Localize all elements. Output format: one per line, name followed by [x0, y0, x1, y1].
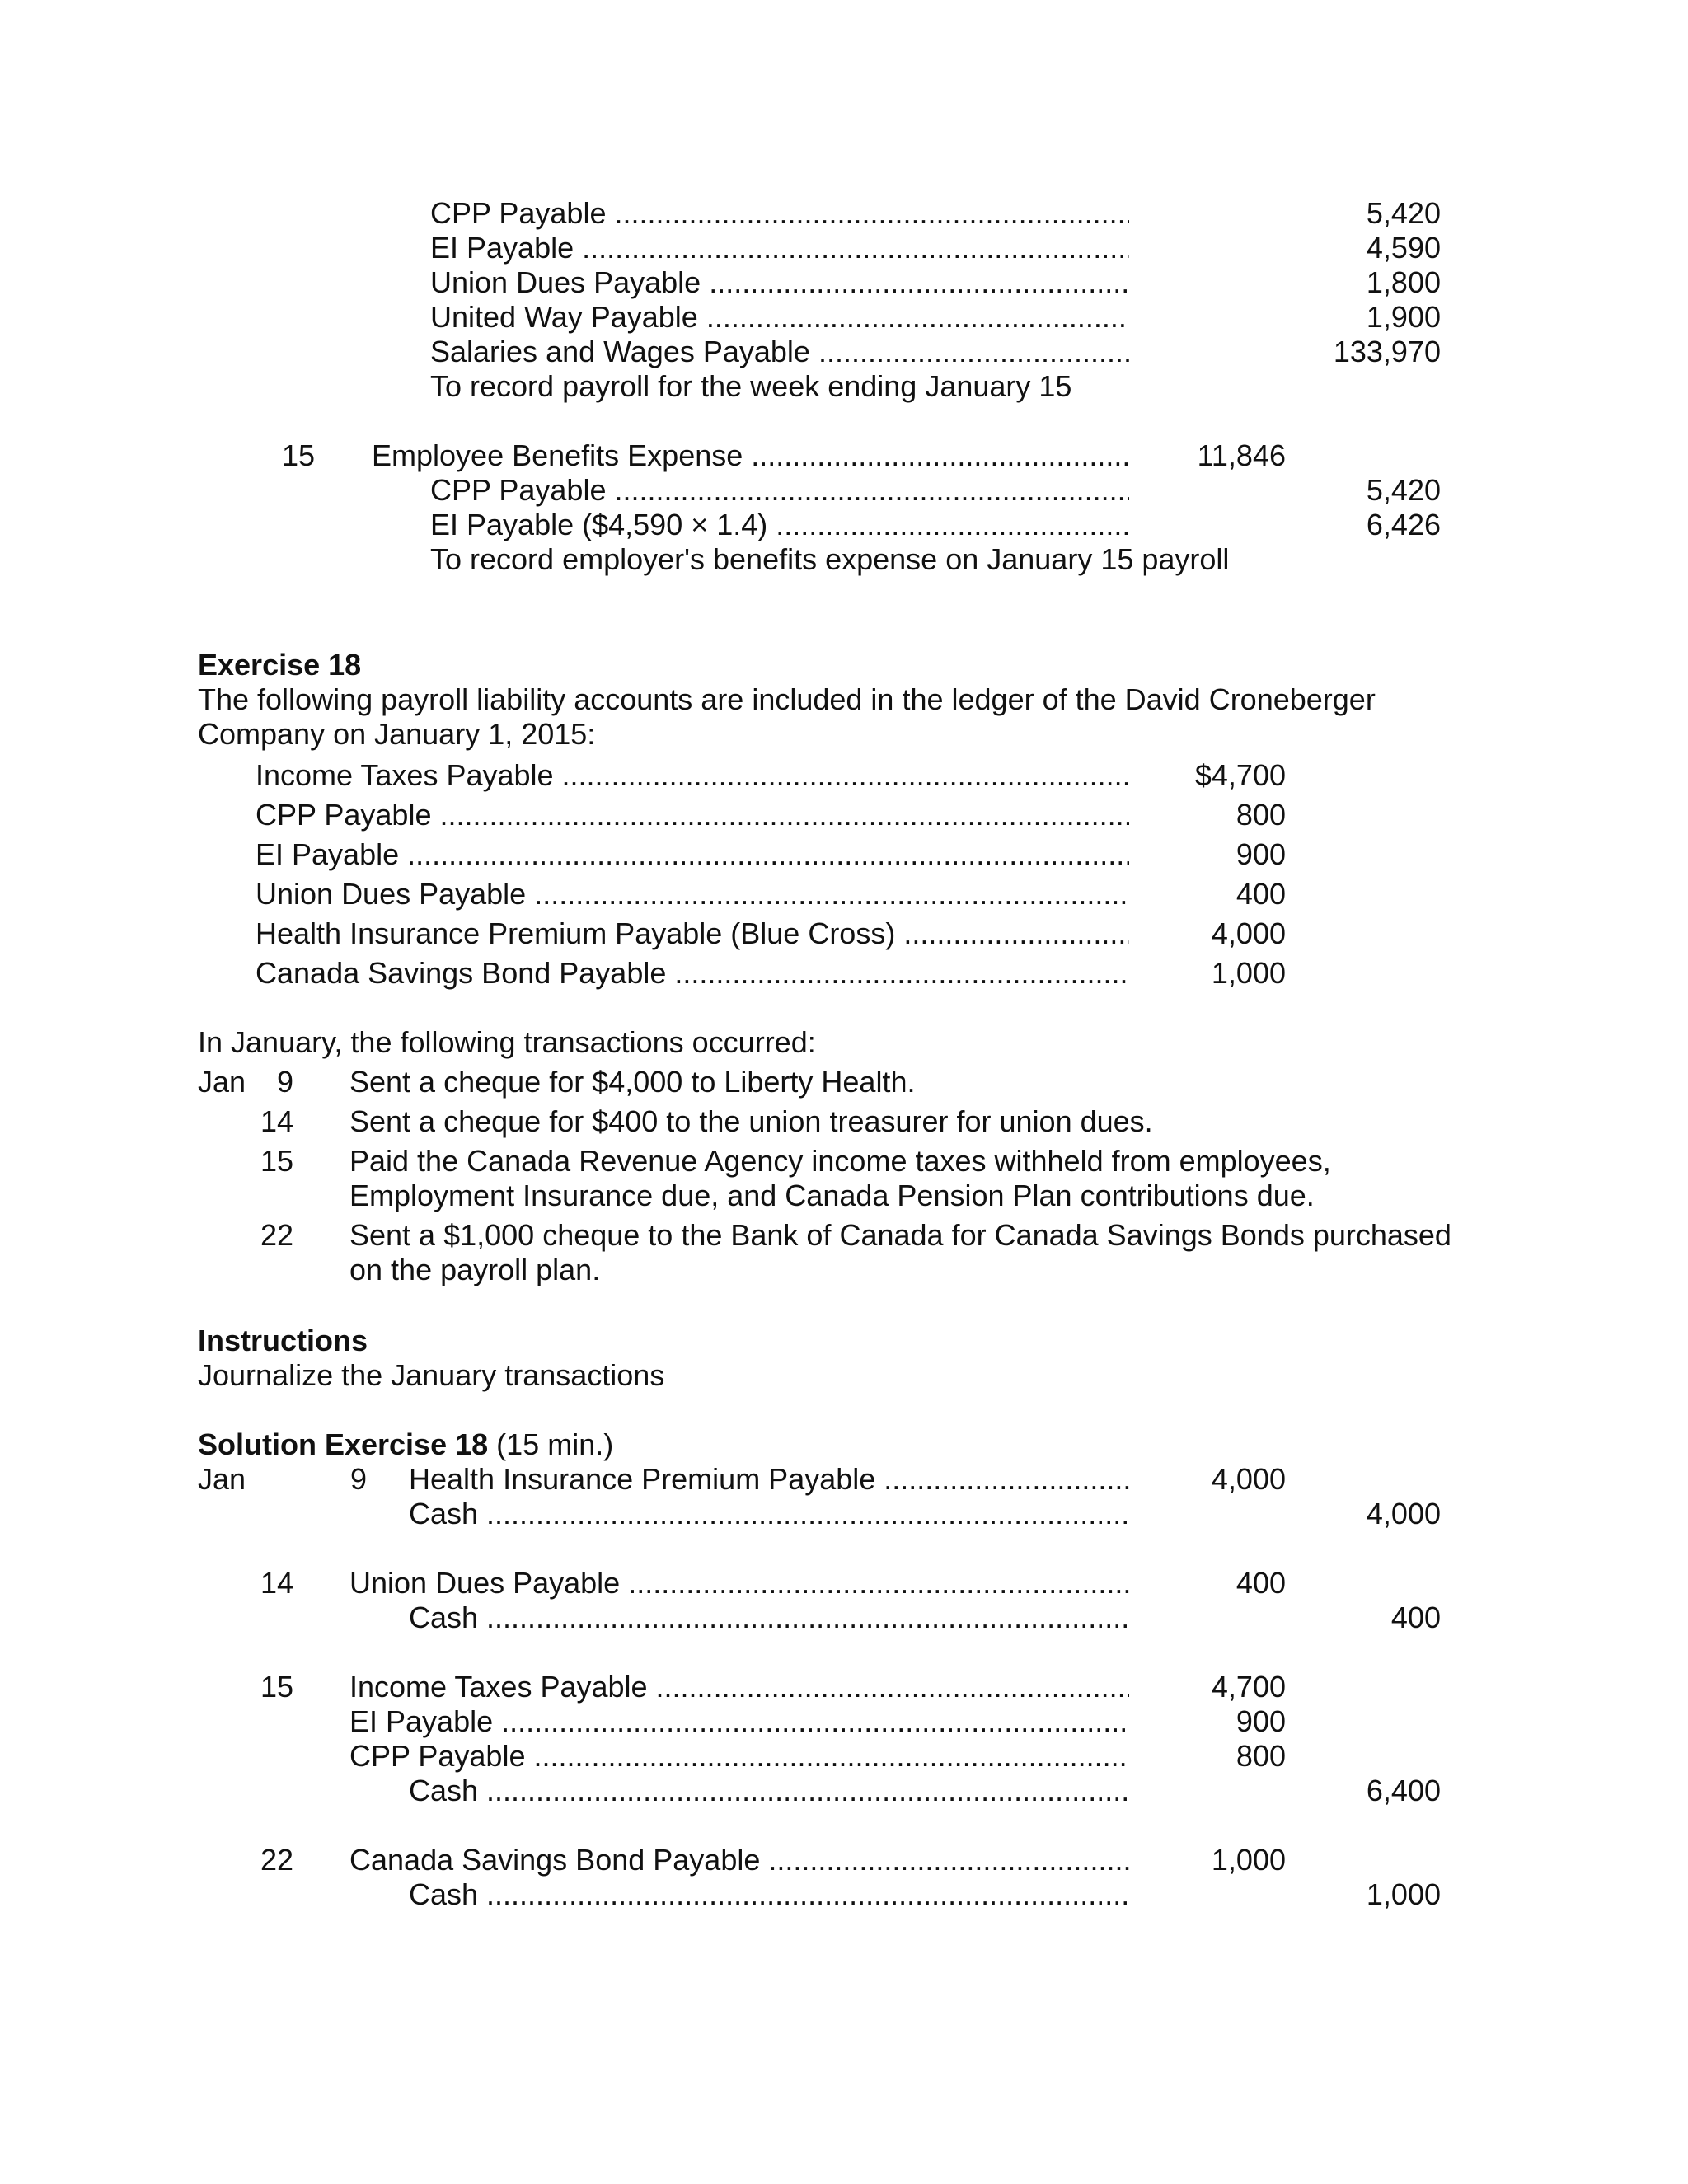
transaction-text: Paid the Canada Revenue Agency income taxes withheld from employees,	[349, 1144, 1331, 1178]
solution-month: Jan	[198, 1462, 246, 1496]
instructions-text: Journalize the January transactions	[198, 1358, 665, 1392]
ledger-account-amount: 900	[1236, 837, 1286, 871]
ledger-account-name: Health Insurance Premium Payable (Blue Cross) .....	[256, 916, 1129, 951]
journal-credit-account: Cash .....	[409, 1877, 1129, 1912]
journal-memo: To record employer's benefits expense on January 15 payroll	[430, 542, 1230, 576]
journal-day: 9	[350, 1462, 368, 1496]
journal-line-credit: 1,900	[1366, 300, 1441, 334]
journal-day: 15	[260, 1670, 293, 1704]
journal-line-credit: 133,970	[1333, 335, 1441, 368]
journal-line-account: EI Payable ($4,590 × 1.4) .....	[430, 508, 1129, 542]
exercise-heading: Exercise 18	[198, 648, 362, 682]
ledger-account-amount: 4,000	[1211, 916, 1286, 950]
journal-line-account: CPP Payable .....	[430, 473, 1129, 508]
ledger-account-amount: 400	[1236, 877, 1286, 911]
journal-credit-account: Cash .....	[409, 1601, 1129, 1635]
journal-line-credit: 5,420	[1366, 196, 1441, 230]
journal-credit-account: Cash .....	[409, 1497, 1129, 1531]
journal-debit-account: Income Taxes Payable .....	[349, 1670, 1129, 1704]
ledger-account-name: CPP Payable .....	[256, 798, 1129, 832]
journal-debit-account: Health Insurance Premium Payable .....	[409, 1462, 1129, 1497]
journal-line-credit: 6,426	[1366, 508, 1441, 541]
ledger-account-amount: 800	[1236, 798, 1286, 832]
journal-debit-amount: 4,700	[1211, 1670, 1286, 1704]
journal-debit-amount: 1,000	[1211, 1843, 1286, 1877]
solution-time: (15 min.)	[496, 1427, 614, 1461]
journal-line-account: Salaries and Wages Payable .....	[430, 335, 1129, 369]
exercise-intro: Company on January 1, 2015:	[198, 717, 596, 751]
transaction-text: Employment Insurance due, and Canada Pension Plan contributions due.	[349, 1179, 1315, 1212]
journal-debit-account: Canada Savings Bond Payable .....	[349, 1843, 1129, 1877]
journal-debit-account: Union Dues Payable .....	[349, 1566, 1129, 1601]
journal-line-account: United Way Payable .....	[430, 300, 1129, 335]
ledger-account-name: Union Dues Payable .....	[256, 877, 1129, 912]
journal-day: 15	[282, 438, 316, 472]
ledger-account-amount: $4,700	[1194, 758, 1286, 792]
ledger-account-name: EI Payable .....	[256, 837, 1129, 872]
journal-day: 22	[260, 1843, 293, 1877]
journal-credit-amount: 400	[1390, 1601, 1441, 1634]
transaction-day: 15	[260, 1144, 293, 1178]
transaction-day: 22	[260, 1218, 293, 1252]
ledger-account-amount: 1,000	[1211, 956, 1286, 990]
exercise-intro: The following payroll liability accounts are included in the ledger of the David Croneberger	[198, 682, 1376, 716]
journal-credit-amount: 1,000	[1366, 1877, 1441, 1911]
solution-heading: Solution Exercise 18	[198, 1427, 489, 1461]
journal-line-credit: 4,590	[1366, 231, 1441, 265]
transaction-month: Jan	[198, 1065, 246, 1099]
journal-debit-amount: 400	[1236, 1566, 1286, 1600]
journal-memo: To record payroll for the week ending January 15	[430, 369, 1072, 403]
transaction-day: 9	[276, 1065, 293, 1099]
transaction-text: Sent a $1,000 cheque to the Bank of Canada for Canada Savings Bonds purchased	[349, 1218, 1451, 1252]
transaction-day: 14	[260, 1104, 293, 1138]
transaction-text: Sent a cheque for $4,000 to Liberty Health.	[349, 1065, 916, 1099]
journal-debit-amount: 800	[1236, 1739, 1286, 1773]
journal-line-credit: 5,420	[1366, 473, 1441, 507]
ledger-account-name: Canada Savings Bond Payable .....	[256, 956, 1129, 991]
instructions-heading: Instructions	[198, 1324, 368, 1357]
journal-debit-amount: 4,000	[1211, 1462, 1286, 1496]
journal-debit-account: CPP Payable .....	[349, 1739, 1129, 1774]
journal-line-account: Union Dues Payable .....	[430, 265, 1129, 300]
solution-heading-line	[198, 1427, 613, 1462]
journal-debit-amount: 900	[1236, 1704, 1286, 1738]
journal-line-credit: 1,800	[1366, 265, 1441, 299]
ledger-account-name: Income Taxes Payable .....	[256, 758, 1129, 793]
transaction-text: Sent a cheque for $400 to the union treasurer for union dues.	[349, 1104, 1153, 1138]
journal-debit-amount: 11,846	[1197, 438, 1286, 472]
journal-credit-amount: 6,400	[1366, 1774, 1441, 1807]
journal-debit-account: EI Payable .....	[349, 1704, 1129, 1739]
journal-line-account: EI Payable .....	[430, 231, 1129, 265]
transaction-text: on the payroll plan.	[349, 1253, 601, 1286]
transactions-intro: In January, the following transactions occurred:	[198, 1025, 816, 1059]
journal-line-account: CPP Payable .....	[430, 196, 1129, 231]
journal-debit-account: Employee Benefits Expense .....	[372, 438, 1129, 473]
journal-day: 14	[260, 1566, 293, 1600]
journal-credit-amount: 4,000	[1366, 1497, 1441, 1530]
journal-credit-account: Cash .....	[409, 1774, 1129, 1808]
